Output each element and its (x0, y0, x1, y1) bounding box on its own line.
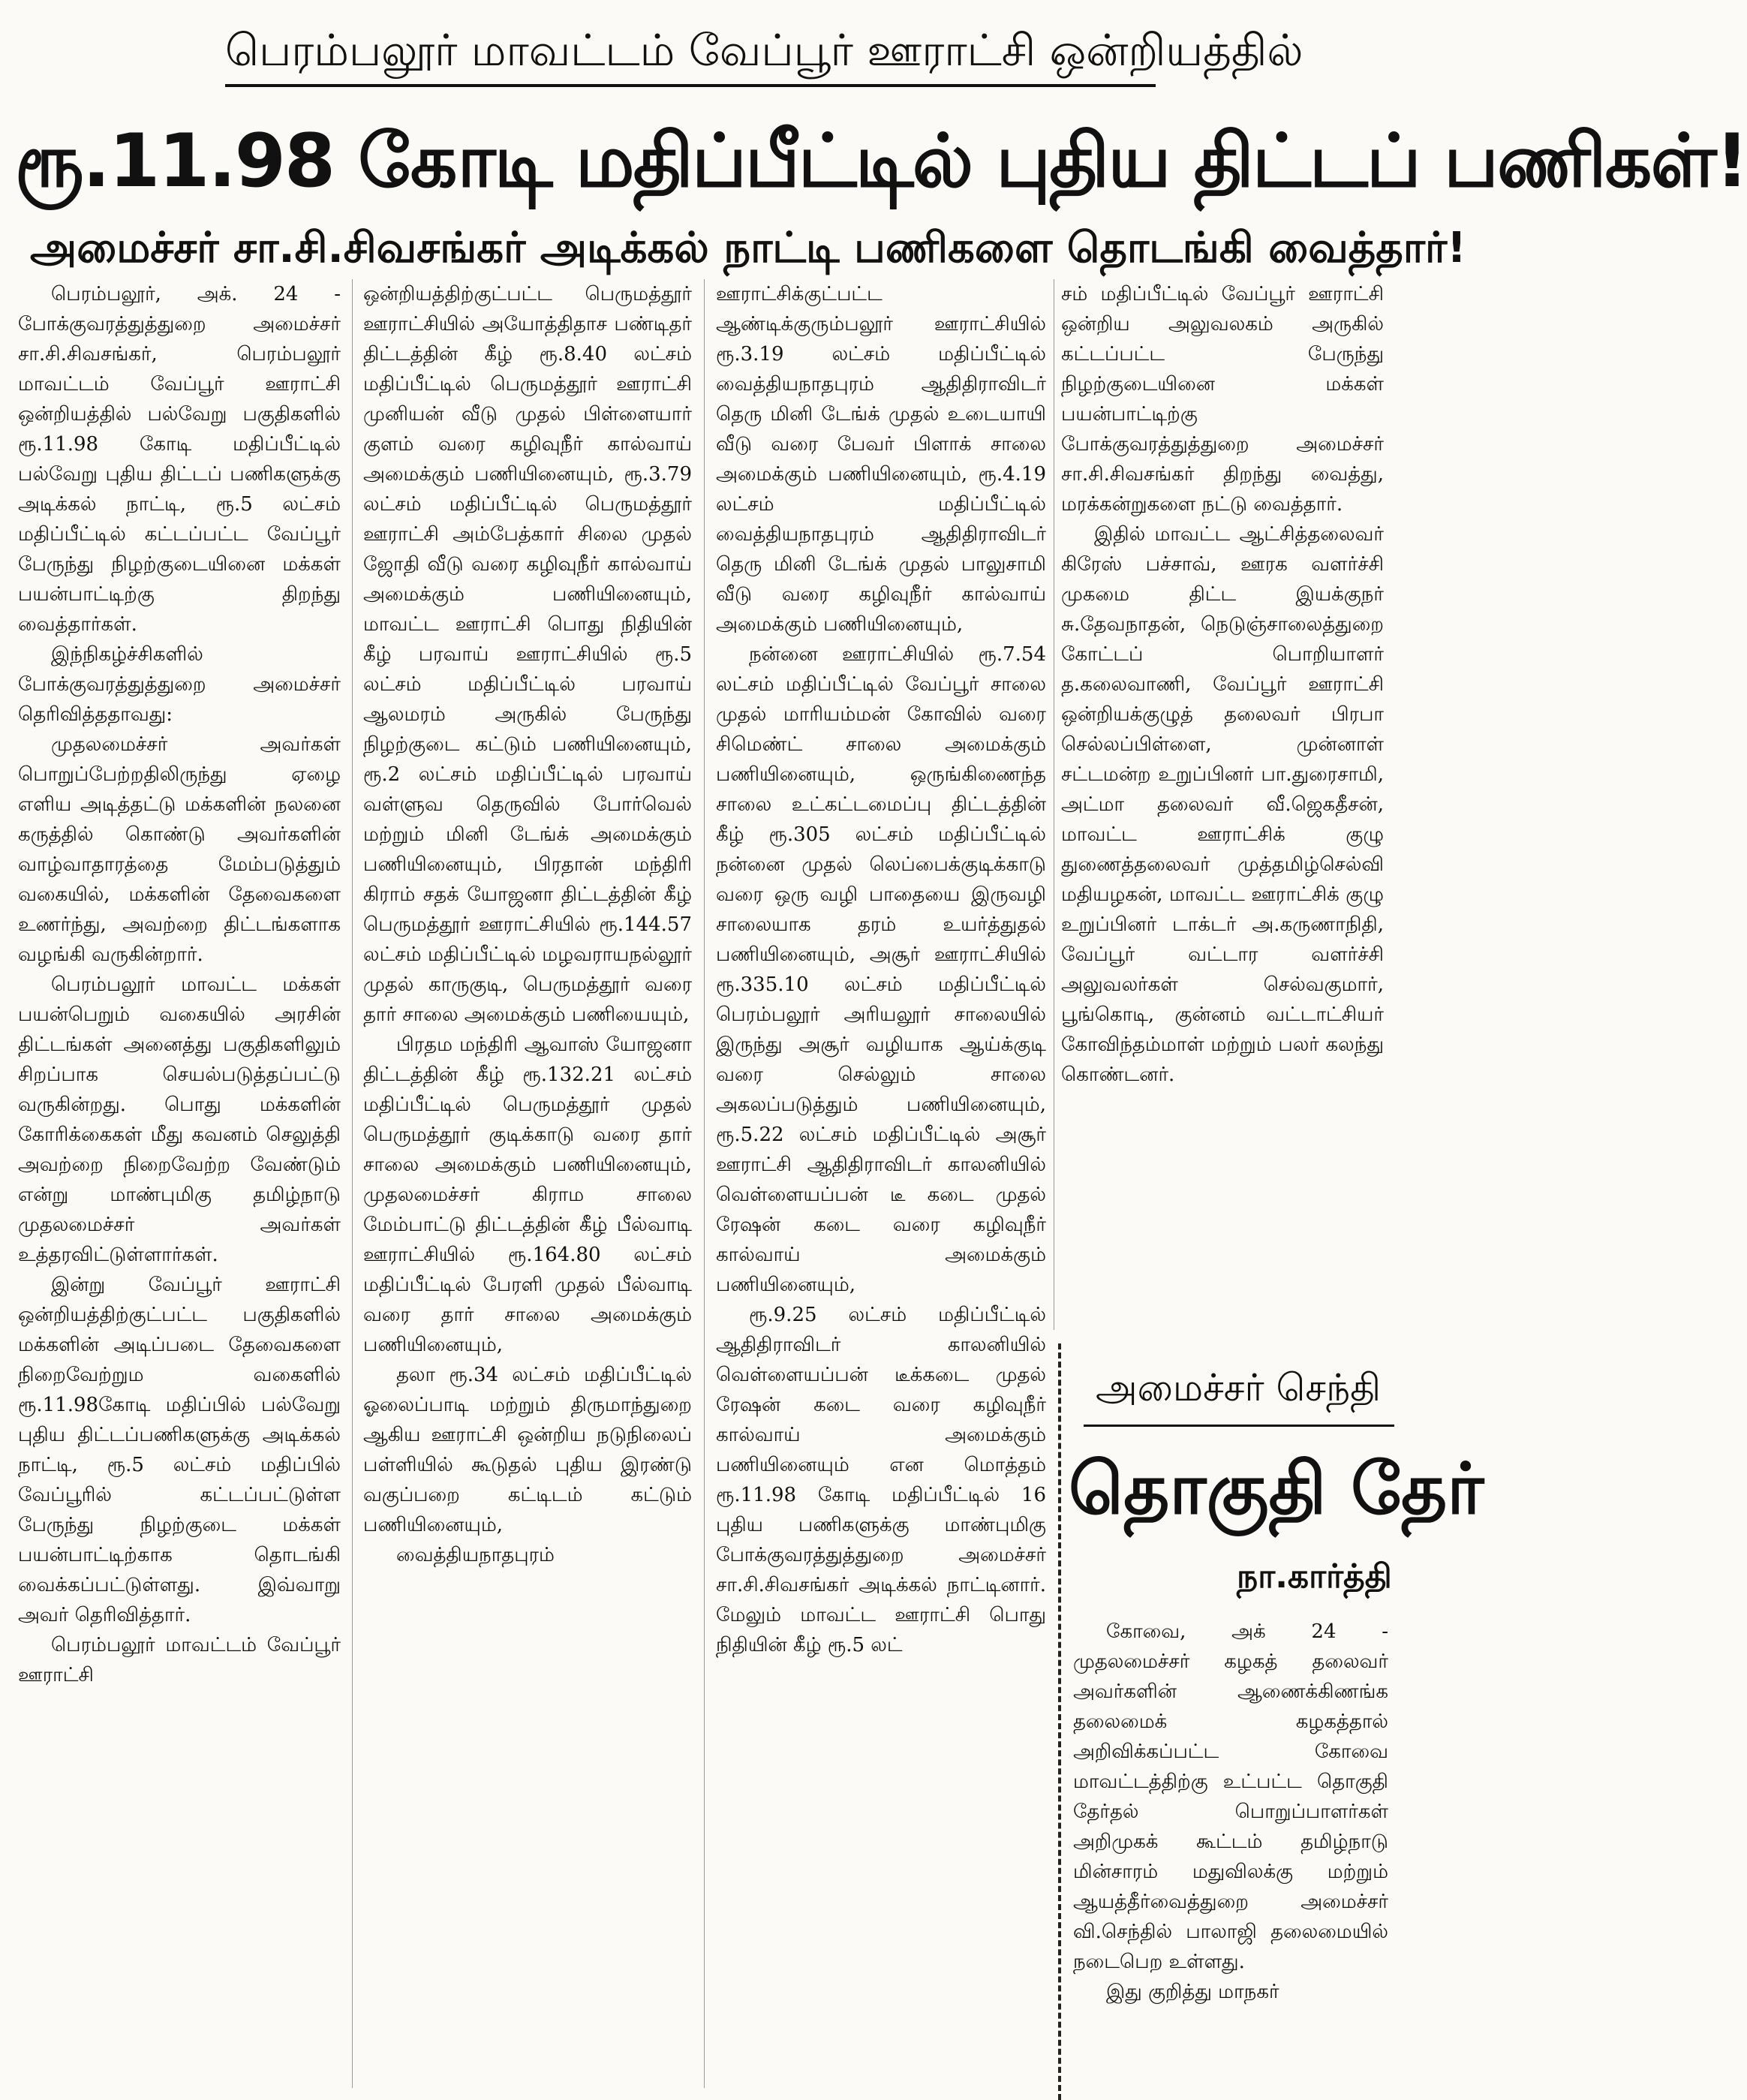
sidebar-rule (1084, 1425, 1394, 1427)
kicker-line: பெரம்பலூர் மாவட்டம் வேப்பூர் ஊராட்சி ஒன்றியத்தில் (225, 17, 1156, 87)
sidebar-byline: நா.கார்த்தி (1237, 1557, 1392, 1596)
column-rule (704, 279, 705, 2088)
article-column-3 (716, 279, 1046, 2095)
article-paragraph: பெரம்பலூர் மாவட்டம் வேப்பூர் ஊராட்சி (18, 1634, 341, 1686)
sidebar-kicker: அமைச்சர் செந்தி (1096, 1366, 1382, 1410)
article-paragraph: இந்நிகழ்ச்சிகளில் போக்குவரத்துத்துறை அமைச்சர் தெரிவித்ததாவது: (18, 643, 341, 726)
article-paragraph: நன்னை ஊராட்சியில் ரூ.7.54 லட்சம் மதிப்பீட்டில் வேப்பூர் சாலை முதல் மாரியம்மன் கோவில் வரை சிமெண்ட் சாலை அமைக்கும் பணியினையும், ஒருங்கிணைந்த சாலை உட்கட்டமைப்பு திட்டத்தின் கீழ் ரூ.305 லட்சம் மதிப்பீட்டில் நன்னை முதல் லெப்பைக்குடிக்காடு வரை ஒரு வழி பாதையை இருவழி சாலையாக தரம் உயர்த்துதல் பணியினையும், அசூர் ஊராட்சியில் ரூ.335.10 லட்சம் மதிப்பீட்டில் பெரம்பலூர் அரியலூர் சாலையில் இருந்து அசூர் வழியாக ஆய்க்குடி வரை செல்லும் சாலை அகலப்படுத்தும் பணியினையும், ரூ.5.22 லட்சம் மதிப்பீட்டில் அசூர் ஊராட்சி ஆதிதிராவிடர் காலனியில் வெள்ளையப்பன் டீ கடை முதல் ரேஷன் கடை வரை கழிவுநீர் கால்வாய் அமைக்கும் பணியினையும், (716, 643, 1046, 1296)
article-paragraph: பெரம்பலூர், அக். 24 - போக்குவரத்துத்துறை அமைச்சர் சா.சி.சிவசங்கர், பெரம்பலூர் மாவட்டம் வேப்பூர் ஊராட்சி ஒன்றியத்தில் பல்வேறு பகுதிகளில் ரூ.11.98 கோடி மதிப்பீட்டில் பல்வேறு புதிய திட்டப் பணிகளுக்கு அடிக்கல் நாட்டி, ரூ.5 லட்சம் மதிப்பீட்டில் கட்டப்பட்ட வேப்பூர் பேருந்து நிழற்குடையினை மக்கள் பயன்பாட்டிற்கு திறந்து வைத்தார்கள். (18, 283, 341, 636)
sidebar-story (1058, 1343, 1484, 2100)
column-rule (352, 279, 353, 2088)
sub-headline: அமைச்சர் சா.சி.சிவசங்கர் அடிக்கல் நாட்டி பணிகளை தொடங்கி வைத்தார்! (30, 224, 1466, 272)
article-paragraph: பிரதம மந்திரி ஆவாஸ் யோஜனா திட்டத்தின் கீழ் ரூ.132.21 லட்சம் மதிப்பீட்டில் பெருமத்தூர் முதல் பெருமத்தூர் குடிக்காடு வரை தார் சாலை அமைக்கும் பணியினையும், முதலமைச்சர் கிராம சாலை மேம்பாட்டு திட்டத்தின் கீழ் பீல்வாடி ஊராட்சியில் ரூ.164.80 லட்சம் மதிப்பீட்டில் பேரளி முதல் பீல்வாடி வரை தார் சாலை அமைக்கும் பணியினையும், (363, 1033, 692, 1356)
article-column-1 (18, 279, 341, 2095)
sidebar-body (1073, 1617, 1388, 2097)
article-paragraph: ஊராட்சிக்குட்பட்ட ஆண்டிக்குரும்பலூர் ஊராட்சியில் ரூ.3.19 லட்சம் மதிப்பீட்டில் வைத்தியநாதபுரம் ஆதிதிராவிடர் தெரு மினி டேங்க் முதல் உடையாயி வீடு வரை பேவர் பிளாக் சாலை அமைக்கும் பணியினையும், ரூ.4.19 லட்சம் மதிப்பீட்டில் வைத்தியநாதபுரம் ஆதிதிராவிடர் தெரு மினி டேங்க் முதல் பாலுசாமி வீடு வரை கழிவுநீர் கால்வாய் அமைக்கும் பணியினையும், (716, 283, 1046, 636)
article-paragraph: இன்று வேப்பூர் ஊராட்சி ஒன்றியத்திற்குட்பட்ட பகுதிகளில் மக்களின் அடிப்படை தேவைகளை நிறைவேற்றும வகைளில் ரூ.11.98கோடி மதிப்பில் பல்வேறு புதிய திட்டப்பணிகளுக்கு அடிக்கல் நாட்டி, ரூ.5 லட்சம் மதிப்பில் வேப்பூரில் கட்டப்பட்டுள்ள பேருந்து நிழற்குடை மக்கள் பயன்பாட்டிற்காக தொடங்கி வைக்கப்பட்டுள்ளது. இவ்வாறு அவர் தெரிவித்தார். (18, 1274, 341, 1626)
article-paragraph: இதில் மாவட்ட ஆட்சித்தலைவர் கிரேஸ் பச்சாவ், ஊரக வளர்ச்சி முகமை திட்ட இயக்குநர் சு.தேவநாதன், நெடுஞ்சாலைத்துறை கோட்டப் பொறியாளர் த.கலைவாணி, வேப்பூர் ஊராட்சி ஒன்றியக்குழுத் தலைவர் பிரபா செல்லப்பிள்ளை, முன்னாள் சட்டமன்ற உறுப்பினர் பா.துரைசாமி, அட்மா தலைவர் வீ.ஜெகதீசன், மாவட்ட ஊராட்சிக் குழு துணைத்தலைவர் முத்தமிழ்செல்வி மதியழகன், மாவட்ட ஊராட்சிக் குழு உறுப்பினர் டாக்டர் அ.கருணாநிதி, வேப்பூர் வட்டார வளர்ச்சி அலுவலர்கள் செல்வகுமார், பூங்கொடி, குன்னம் வட்டாட்சியர் கோவிந்தம்மாள் மற்றும் பலர் கலந்து கொண்டனர். (1061, 523, 1384, 1086)
main-headline: ரூ.11.98 கோடி மதிப்பீட்டில் புதிய திட்டப் பணிகள்! (15, 119, 1747, 204)
article-column-2 (363, 279, 692, 2095)
sidebar-paragraph: இது குறித்து மாநகர் (1106, 1981, 1279, 2003)
sidebar-headline: தொகுதி தேர் (1069, 1449, 1484, 1530)
article-paragraph: முதலமைச்சர் அவர்கள் பொறுப்பேற்றதிலிருந்து ஏழை எளிய அடித்தட்டு மக்களின் நலனை கருத்தில் கொண்டு அவர்களின் வாழ்வாதாரத்தை மேம்படுத்தும் வகையில், மக்களின் தேவைகளை உணர்ந்து, அவற்றை திட்டங்களாக வழங்கி வருகின்றார். (18, 733, 341, 966)
sidebar-paragraph: கோவை, அக் 24 - முதலமைச்சர் கழகத் தலைவர் அவர்களின் ஆணைக்கிணங்க தலைமைக் கழகத்தால் அறிவிக்கப்பட்ட கோவை மாவட்டத்திற்கு உட்பட்ட தொகுதி தேர்தல் பொறுப்பாளர்கள் அறிமுகக் கூட்டம் தமிழ்நாடு மின்சாரம் மதுவிலக்கு மற்றும் ஆயத்தீர்வைத்துறை அமைச்சர் வி.செந்தில் பாலாஜி தலைமையில் நடைபெற உள்ளது. (1073, 1620, 1388, 1973)
article-paragraph: வைத்தியநாதபுரம் (396, 1544, 555, 1566)
article-paragraph: தலா ரூ.34 லட்சம் மதிப்பீட்டில் ஓலைப்பாடி மற்றும் திருமாந்துறை ஆகிய ஊராட்சி ஒன்றிய நடுநிலைப் பள்ளியில் கூடுதல் புதிய இரண்டு வகுப்பறை கட்டிடம் கட்டும் பணியினையும், (363, 1364, 692, 1536)
article-paragraph: ரூ.9.25 லட்சம் மதிப்பீட்டில் ஆதிதிராவிடர் காலனியில் வெள்ளையப்பன் டீக்கடை முதல் ரேஷன் கடை வரை கழிவுநீர் கால்வாய் அமைக்கும் பணியினையும் என மொத்தம் ரூ.11.98 கோடி மதிப்பீட்டில் 16 புதிய பணிகளுக்கு மாண்புமிகு போக்குவரத்துத்துறை அமைச்சர் சா.சி.சிவசங்கர் அடிக்கல் நாட்டினார். மேலும் மாவட்ட ஊராட்சி பொது நிதியின் கீழ் ரூ.5 லட் (716, 1304, 1046, 1656)
article-paragraph: பெரம்பலூர் மாவட்ட மக்கள் பயன்பெறும் வகையில் அரசின் திட்டங்கள் அனைத்து பகுதிகளிலும் சிறப்பாக செயல்படுத்தப்பட்டு வருகின்றது. பொது மக்களின் கோரிக்கைகள் மீது கவனம் செலுத்தி அவற்றை நிறைவேற்ற வேண்டும் என்று மாண்புமிகு தமிழ்நாடு முதலமைச்சர் அவர்கள் உத்தரவிட்டுள்ளார்கள். (18, 973, 341, 1266)
article-paragraph: ஒன்றியத்திற்குட்பட்ட பெருமத்தூர் ஊராட்சியில் அயோத்திதாச பண்டிதர் திட்டத்தின் கீழ் ரூ.8.40 லட்சம் மதிப்பீட்டில் பெருமத்தூர் ஊராட்சி முனியன் வீடு முதல் பிள்ளையார் குளம் வரை கழிவுநீர் கால்வாய் அமைக்கும் பணியினையும், ரூ.3.79 லட்சம் மதிப்பீட்டில் பெருமத்தூர் ஊராட்சி அம்பேத்கார் சிலை முதல் ஜோதி வீடு வரை கழிவுநீர் கால்வாய் அமைக்கும் பணியினையும், மாவட்ட ஊராட்சி பொது நிதியின் கீழ் பரவாய் ஊராட்சியில் ரூ.5 லட்சம் மதிப்பீட்டில் பரவாய் ஆலமரம் அருகில் பேருந்து நிழற்குடை கட்டும் பணியினையும், ரூ.2 லட்சம் மதிப்பீட்டில் பரவாய் வள்ளுவ தெருவில் போர்வெல் மற்றும் மினி டேங்க் அமைக்கும் பணியினையும், பிரதான் மந்திரி கிராம் சதக் யோஜனா திட்டத்தின் கீழ் பெருமத்தூர் ஊராட்சியில் ரூ.144.57 லட்சம் மதிப்பீட்டில் மழவராயநல்லூர் முதல் காருகுடி, பெருமத்தூர் வரை தார் சாலை அமைக்கும் பணியையும், (363, 283, 692, 1026)
article-column-4 (1061, 279, 1384, 1333)
article-paragraph: சம் மதிப்பீட்டில் வேப்பூர் ஊராட்சி ஒன்றிய அலுவலகம் அருகில் கட்டப்பட்ட பேருந்து நிழற்குடையினை மக்கள் பயன்பாட்டிற்கு போக்குவரத்துத்துறை அமைச்சர் சா.சி.சிவசங்கர் திறந்து வைத்து, மரக்கன்றுகளை நட்டு வைத்தார். (1061, 283, 1384, 516)
